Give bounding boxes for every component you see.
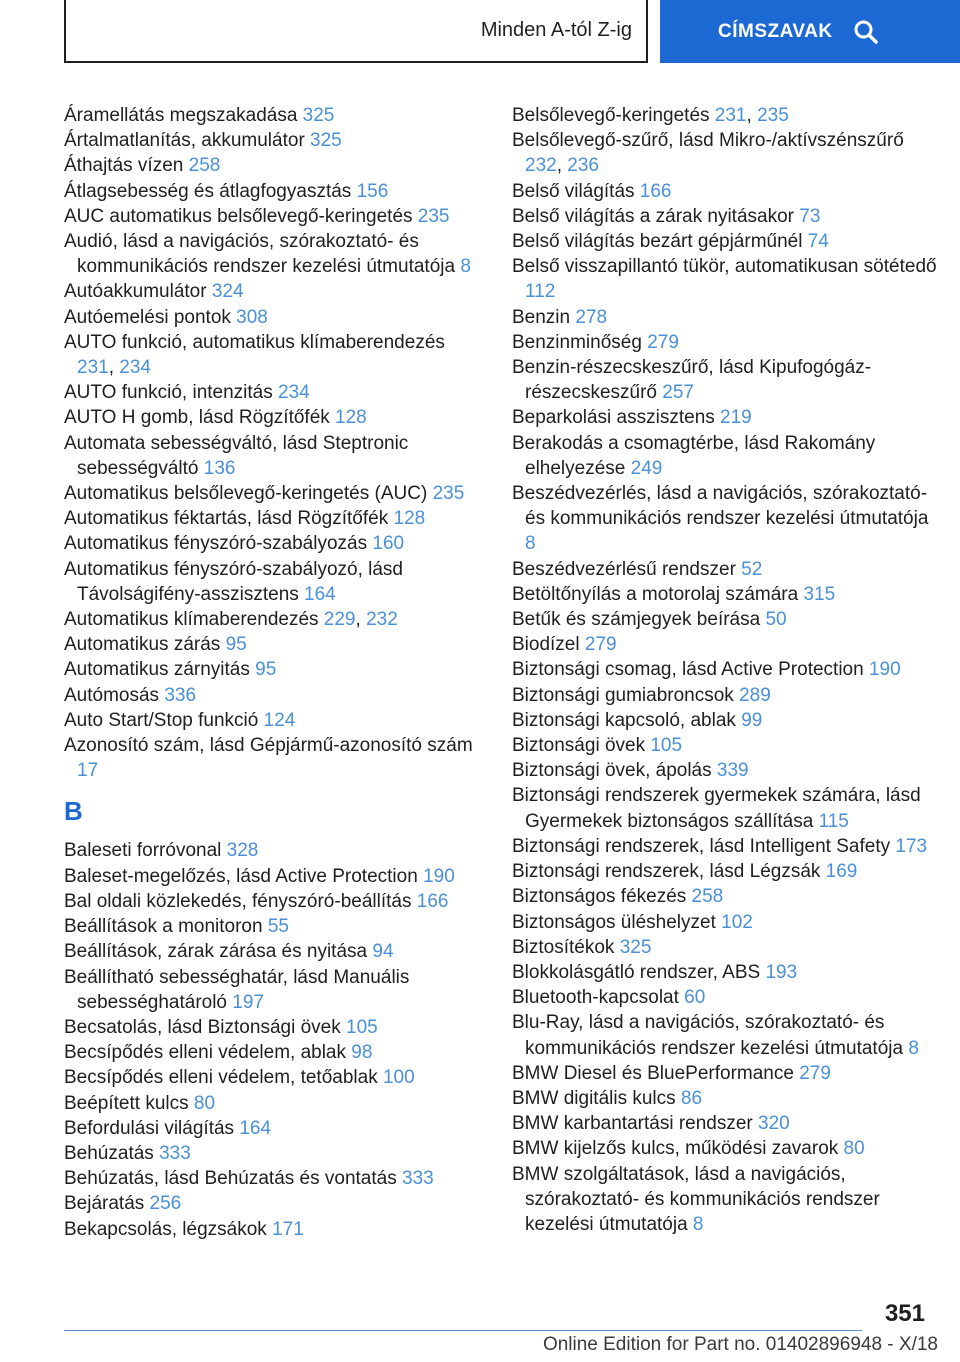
index-entry <box>512 405 937 430</box>
index-entry <box>64 889 484 914</box>
page-link[interactable]: 229 <box>323 609 356 631</box>
index-entry <box>512 683 937 708</box>
index-entry <box>64 1065 484 1090</box>
page-link[interactable]: 235 <box>757 105 789 126</box>
index-entry-term: Automatikus belsőlevegő-keringetés (AUC) <box>64 483 433 505</box>
index-entry <box>512 481 937 557</box>
index-entry <box>64 557 484 607</box>
index-entry <box>64 506 484 531</box>
page-link[interactable]: 105 <box>346 1016 378 1038</box>
index-entry <box>64 683 484 708</box>
index-entry <box>64 1217 484 1242</box>
index-entry-term: Baleset-megelőzés, lásd Active Protection <box>64 865 424 887</box>
index-entry-term: Biodízel <box>512 634 585 656</box>
page-link[interactable]: 74 <box>807 231 829 253</box>
index-entry <box>64 657 484 682</box>
page-link[interactable]: 136 <box>203 457 236 479</box>
index-entry-term: AUC automatikus belsőlevegő-keringetés <box>64 205 418 227</box>
page-link[interactable]: 80 <box>193 1092 216 1114</box>
index-entry <box>64 305 484 330</box>
page-link[interactable]: 169 <box>825 861 858 883</box>
index-entry <box>64 733 484 783</box>
index-entry <box>512 960 937 985</box>
index-entry-term: Blu-Ray, lásd a navigációs, szórakoztató- és kommunikációs rendszer kezelési útmutatója <box>512 1012 909 1059</box>
page-link[interactable]: 160 <box>372 533 405 555</box>
index-entry-term: Beszédvezérlés, lásd a navigációs, szórakoztató- és kommunikációs rendszer kezelési útmutatója <box>512 483 929 530</box>
index-entry-term: Beépített kulcs <box>64 1092 194 1114</box>
index-entry-term: Biztonsági rendszerek gyermekek számára, lásd Gyermekek biztonságos szállítása <box>512 785 921 832</box>
index-entry <box>512 783 937 833</box>
index-entry-term: Beállítások a monitoron <box>64 916 268 938</box>
page-link[interactable]: 279 <box>584 634 617 656</box>
index-entry-term: Benzinminőség <box>512 331 648 353</box>
index-entry-term: Betöltőnyílás a motorolaj számára <box>512 583 804 605</box>
index-entry <box>512 834 937 859</box>
index-entry-term: Áramellátás megszakadása <box>64 105 303 126</box>
index-entry <box>512 1086 937 1111</box>
index-entry-term: Becsatolás, lásd Biztonsági övek <box>64 1016 346 1038</box>
index-entry <box>64 1091 484 1116</box>
index-entry-term: Automatikus klímaberendezés <box>64 609 324 631</box>
index-tab[interactable] <box>660 0 960 63</box>
page-link[interactable]: 166 <box>639 180 672 202</box>
index-entry-term: BMW karbantartási rendszer <box>512 1113 759 1135</box>
index-entry-term: Behúzatás <box>64 1142 160 1164</box>
index-entry <box>512 355 937 405</box>
index-entry <box>64 204 484 229</box>
index-entry-term: Beállítható sebességhatár, lásd Manuális sebességhatároló <box>64 966 410 1013</box>
index-entry <box>64 431 484 481</box>
index-entry <box>64 632 484 657</box>
index-entry-term: Ártalmatlanítás, akkumulátor <box>64 130 311 152</box>
index-tab-label: CÍMSZAVAK <box>718 20 833 42</box>
page-link[interactable]: 95 <box>225 634 247 656</box>
index-entry <box>64 1040 484 1065</box>
page-link[interactable]: 257 <box>662 382 694 404</box>
index-entry <box>64 128 484 153</box>
index-entry-term: Automatikus zárnyitás <box>64 659 256 681</box>
index-entry-term: Belsőlevegő-szűrő, lásd Mikro-/aktívszénszűrő <box>512 130 904 152</box>
index-entry-term: Beállítások, zárak zárása és nyitása <box>64 941 373 963</box>
page-link[interactable]: 258 <box>691 886 724 908</box>
index-entry: Belsőlevegő-szűrő, lásd Mikro-/aktívszénszűrő 232, 236 <box>512 130 904 177</box>
index-entry-term: Befordulási világítás <box>64 1117 240 1139</box>
index-entry <box>512 204 937 229</box>
index-entry-term: Bal oldali közlekedés, fényszóró-beállítás <box>64 890 417 912</box>
index-entry-term: BMW digitális kulcs <box>512 1087 681 1109</box>
index-entry-term: AUTO H gomb, lásd Rögzítőfék <box>64 407 336 429</box>
index-entry-term: Betűk és számjegyek beírása <box>512 609 766 631</box>
page-link[interactable]: 55 <box>267 916 289 938</box>
index-entry-term: Átlagsebesség és átlagfogyasztás <box>64 180 357 202</box>
page-number: 351 <box>884 1300 925 1327</box>
page-link[interactable]: 279 <box>799 1062 831 1084</box>
index-entry <box>64 103 484 128</box>
page-link[interactable]: 124 <box>263 709 296 731</box>
page-link[interactable]: 190 <box>423 865 455 887</box>
index-entry-term: Berakodás a csomagtérbe, lásd Rakomány elhelyezése <box>512 432 876 479</box>
index-entry-term: Biztonsági övek, ápolás <box>512 760 717 782</box>
index-entry <box>512 1162 937 1238</box>
page-link[interactable]: 325 <box>302 105 335 126</box>
page-link[interactable]: 256 <box>149 1193 182 1215</box>
index-entry-term: Baleseti forróvonal <box>64 840 227 862</box>
index-entry <box>512 431 937 481</box>
index-entry-term: Azonosító szám, lásd Gépjármű-azonosító szám <box>64 735 473 757</box>
index-entry <box>512 254 937 304</box>
index-entry-term: Biztonsági gumiabroncsok <box>512 684 740 706</box>
index-entry-term: Automatikus fényszóró-szabályozás <box>64 533 373 555</box>
index-entry <box>512 1061 937 1086</box>
index-entry <box>512 859 937 884</box>
page-link[interactable]: 8 <box>525 533 536 555</box>
page-link[interactable]: 328 <box>226 840 259 862</box>
page-link[interactable]: 164 <box>239 1117 272 1139</box>
index-list-right <box>512 103 937 1237</box>
page-link[interactable]: 105 <box>650 735 683 757</box>
index-entry <box>512 1010 937 1060</box>
index-entry <box>64 179 484 204</box>
index-entry-term: Biztonsági rendszerek, lásd Intelligent Safety <box>512 835 896 857</box>
index-entry-term: Benzin <box>512 306 576 328</box>
index-entry <box>64 1166 484 1191</box>
index-entry-term: Automata sebességváltó, lásd Steptronic sebességváltó <box>64 432 409 479</box>
index-entry-term: Bejáratás <box>64 1193 150 1215</box>
index-entry-term: Beszédvezérlésű rendszer <box>512 558 742 580</box>
index-entry-term: Automatikus fényszóró-szabályozó, lásd Távolságifény-asszisztens <box>64 558 403 605</box>
index-entry <box>64 708 484 733</box>
page-link[interactable]: 171 <box>272 1218 304 1240</box>
page-link[interactable]: 235 <box>417 205 450 227</box>
index-entry-term: Autóakkumulátor <box>64 281 212 303</box>
index-entry <box>64 279 484 304</box>
index-entry-term: Autómosás <box>64 684 165 706</box>
index-entry-term: Biztonságos fékezés <box>512 886 692 908</box>
index-entry: Belsőlevegő-keringetés 231, 235 <box>512 105 789 126</box>
index-entry <box>512 657 937 682</box>
footer-divider <box>64 1330 862 1331</box>
page-link[interactable]: 249 <box>630 457 663 479</box>
page-link[interactable]: 219 <box>720 407 752 429</box>
index-entry-term: Becsípődés elleni védelem, tetőablak <box>64 1067 383 1089</box>
index-entry <box>512 557 937 582</box>
index-entry-term: BMW Diesel és BluePerformance <box>512 1062 800 1084</box>
page-link[interactable]: 232 <box>525 155 557 177</box>
page-link[interactable]: 8 <box>692 1213 704 1235</box>
page-link[interactable]: 325 <box>310 130 342 152</box>
page-link[interactable]: 232 <box>366 609 398 631</box>
index-list-a <box>64 103 484 783</box>
page-link[interactable]: 80 <box>843 1138 865 1160</box>
page-link[interactable]: 258 <box>188 155 221 177</box>
index-entry <box>64 1191 484 1216</box>
footer-edition: Online Edition for Part no. 01402896948 - X/18 <box>542 1334 938 1355</box>
index-entry-term: Belső visszapillantó tükör, automatikusan sötétedő <box>512 256 937 278</box>
page-link[interactable]: 8 <box>908 1037 919 1059</box>
page-link[interactable]: 333 <box>159 1142 191 1164</box>
page-link[interactable]: 236 <box>567 155 599 177</box>
index-entry <box>64 405 484 430</box>
index-entry <box>512 708 937 733</box>
page-link[interactable]: 234 <box>278 382 310 404</box>
index-entry <box>512 632 937 657</box>
page-link[interactable]: 235 <box>432 483 465 505</box>
index-entry-term: AUTO funkció, intenzitás <box>64 382 279 404</box>
section-title: Minden A-tól Z-ig <box>64 0 648 63</box>
index-entry-term: Blokkolásgátló rendszer, ABS <box>512 961 766 983</box>
index-entry-term: Audió, lásd a navigációs, szórakoztató- és kommunikációs rendszer kezelési útmutatója <box>64 231 461 278</box>
index-entry <box>64 864 484 889</box>
page-link[interactable]: 190 <box>868 659 901 681</box>
page-link[interactable]: 231 <box>77 357 109 379</box>
page-link[interactable]: 320 <box>758 1113 790 1135</box>
index-entry-term: BMW szolgáltatások, lásd a navigációs, szórakoztató- és kommunikációs rendszer kezelési útmutatója <box>512 1163 880 1235</box>
index-column-right <box>512 103 937 1237</box>
page-link[interactable]: 173 <box>895 835 928 857</box>
page-link[interactable]: 333 <box>402 1168 434 1190</box>
page-link[interactable]: 315 <box>803 583 836 605</box>
page-link[interactable]: 50 <box>765 609 787 631</box>
index-entry-term: BMW kijelzős kulcs, működési zavarok <box>512 1138 844 1160</box>
index-column-left <box>64 103 484 1242</box>
index-entry <box>64 914 484 939</box>
index-entry <box>64 1015 484 1040</box>
index-entry-term: Biztonsági kapcsoló, ablak <box>512 709 742 731</box>
index-entry-term: Biztosítékok <box>512 936 620 958</box>
index-entry-term: Belsőlevegő-keringetés <box>512 105 715 126</box>
index-entry <box>64 939 484 964</box>
index-entry-term: Bekapcsolás, légzsákok <box>64 1218 273 1240</box>
index-entry: Automatikus klímaberendezés 229, 232 <box>64 609 398 631</box>
index-entry <box>512 582 937 607</box>
index-entry <box>64 1116 484 1141</box>
page-link[interactable]: 336 <box>164 684 197 706</box>
page-link[interactable]: 289 <box>739 684 771 706</box>
page-link[interactable]: 112 <box>525 281 556 303</box>
page-link[interactable]: 8 <box>460 256 471 278</box>
index-entry <box>512 910 937 935</box>
page-link[interactable]: 279 <box>647 331 679 353</box>
index-entry <box>64 1141 484 1166</box>
index-entry <box>512 733 937 758</box>
page-link[interactable]: 94 <box>372 941 394 963</box>
page-link[interactable]: 100 <box>382 1067 415 1089</box>
page-link[interactable]: 99 <box>741 709 763 731</box>
index-entry-term: Belső világítás <box>512 180 640 202</box>
index-entry-term: Autóemelési pontok <box>64 306 237 328</box>
page-link[interactable]: 278 <box>575 306 608 328</box>
index-entry-term: Becsípődés elleni védelem, ablak <box>64 1042 352 1064</box>
index-entry <box>512 1136 937 1161</box>
index-list-b <box>64 838 484 1241</box>
page-link[interactable]: 308 <box>236 306 268 328</box>
page-link[interactable]: 325 <box>619 936 652 958</box>
index-entry-term: Biztonsági övek <box>512 735 651 757</box>
letter-heading: B <box>64 796 83 827</box>
index-entry-term: Belső világítás bezárt gépjárműnél <box>512 231 808 253</box>
page-link[interactable]: 60 <box>684 987 706 1009</box>
page-link[interactable]: 156 <box>356 180 389 202</box>
index-entry <box>512 330 937 355</box>
index-entry-term: Biztonságos üléshelyzet <box>512 911 722 933</box>
index-entry <box>512 305 937 330</box>
search-icon[interactable] <box>853 19 879 45</box>
index-entry-term: Automatikus zárás <box>64 634 226 656</box>
index-entry <box>64 481 484 506</box>
index-entry <box>512 229 937 254</box>
index-entry-term: Biztonsági csomag, lásd Active Protection <box>512 659 869 681</box>
page-link[interactable]: 234 <box>119 357 151 379</box>
page-link[interactable]: 73 <box>799 205 821 227</box>
page-link[interactable]: 324 <box>211 281 244 303</box>
page-link[interactable]: 128 <box>335 407 367 429</box>
index-entry <box>512 758 937 783</box>
index-entry <box>64 229 484 279</box>
page-link[interactable]: 164 <box>304 583 336 605</box>
page-header <box>64 0 960 67</box>
index-entry-term: Behúzatás, lásd Behúzatás és vontatás <box>64 1168 402 1190</box>
page-link[interactable]: 17 <box>77 760 99 782</box>
index-entry <box>512 179 937 204</box>
index-entry-term: Auto Start/Stop funkció <box>64 709 264 731</box>
index-entry <box>64 838 484 863</box>
page-link[interactable]: 166 <box>416 890 449 912</box>
index-entry-term: Automatikus féktartás, lásd Rögzítőfék <box>64 508 394 530</box>
index-entry: AUTO funkció, automatikus klímaberendezés 231, 234 <box>64 331 445 379</box>
index-entry <box>64 380 484 405</box>
index-entry-term: Áthajtás vízen <box>64 155 189 177</box>
page-link[interactable]: 52 <box>741 558 763 580</box>
index-entry <box>512 884 937 909</box>
index-entry <box>512 607 937 632</box>
page-link[interactable]: 197 <box>232 991 264 1013</box>
index-entry <box>64 153 484 178</box>
index-entry-term: Bluetooth-kapcsolat <box>512 987 685 1009</box>
index-entry <box>64 965 484 1015</box>
page-link[interactable]: 98 <box>351 1042 373 1064</box>
index-entry-term: Benzin-részecskeszűrő, lásd Kipufogógáz-részecskeszűrő <box>512 357 872 404</box>
page-link[interactable]: 339 <box>716 760 749 782</box>
index-entry <box>64 531 484 556</box>
page-link[interactable]: 128 <box>393 508 426 530</box>
index-entry-term: Biztonsági rendszerek, lásd Légzsák <box>512 861 826 883</box>
page-link[interactable]: 102 <box>721 911 753 933</box>
index-entry <box>512 1111 937 1136</box>
index-entry-term: AUTO funkció, automatikus klímaberendezés <box>64 331 445 353</box>
index-entry-term: Belső világítás a zárak nyitásakor <box>512 205 800 227</box>
index-entry <box>512 985 937 1010</box>
page-link[interactable]: 115 <box>818 810 849 832</box>
page-link[interactable]: 86 <box>680 1087 703 1109</box>
page-link[interactable]: 95 <box>255 659 277 681</box>
page-link[interactable]: 193 <box>765 961 798 983</box>
page-link[interactable]: 231 <box>714 105 747 126</box>
index-entry-term: Beparkolási asszisztens <box>512 407 721 429</box>
index-entry <box>512 935 937 960</box>
